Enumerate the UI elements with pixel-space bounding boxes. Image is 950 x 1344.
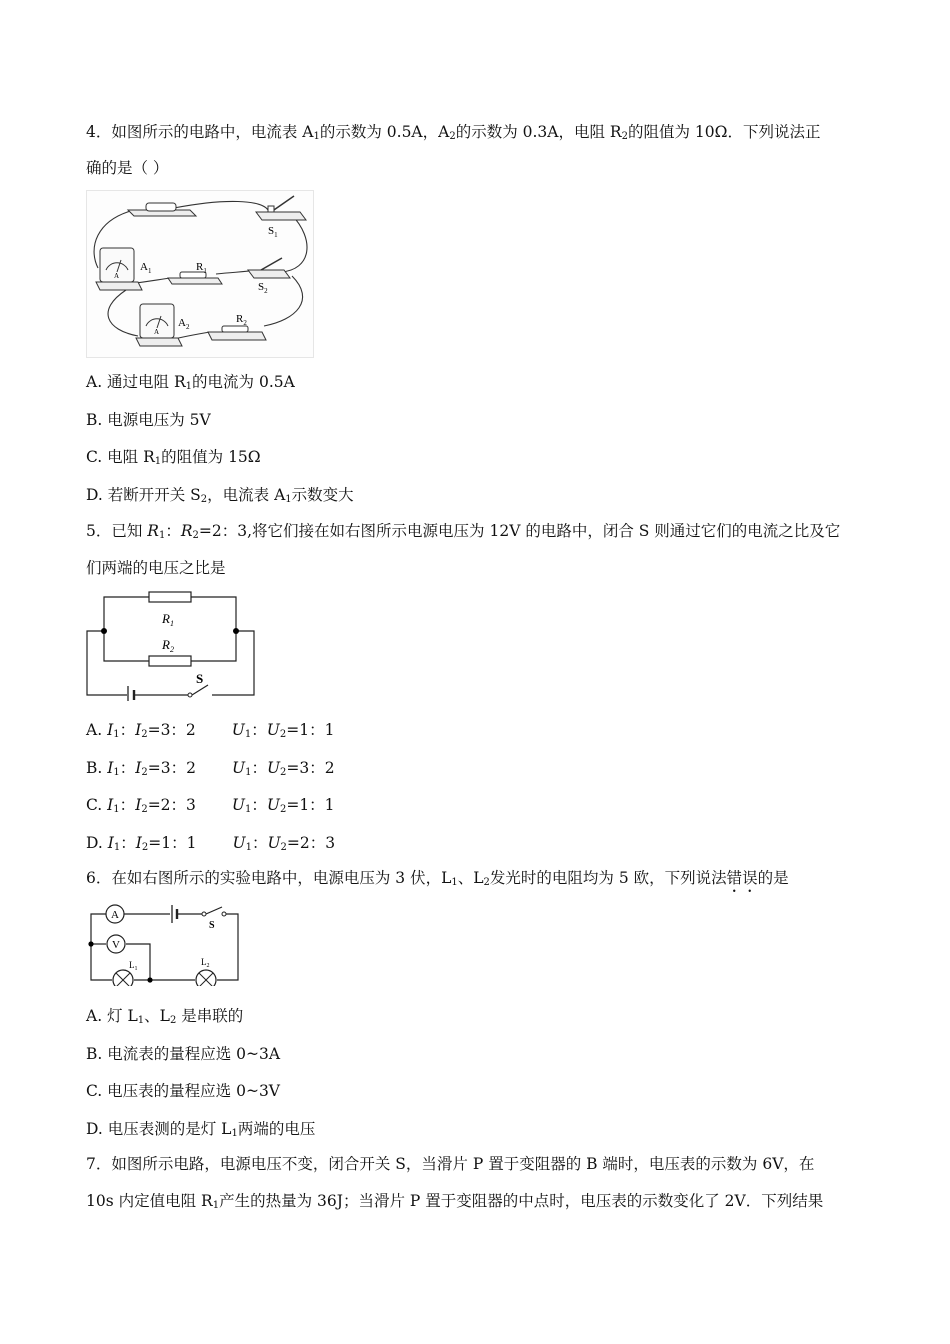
q7-stem-line1: 7．如图所示电路，电源电压不变，闭合开关 S，当滑片 P 置于变阻器的 B 端时，电压表的示数为 6V，在 [86,1155,815,1173]
q4-option-a[interactable]: A. 通过电阻 $R_1$的电流为 0.5A [86,373,295,392]
q6-stem: 6．在如右图所示的实验电路中，电源电压为 3 伏，$L_1$、$L_2$发光时的电阻均为 5 欧，下列说法错误的是 [86,869,789,888]
label-l1: $L_1$ [129,960,138,972]
r2-resistor [149,656,191,666]
q5-circuit-figure [86,589,258,701]
label-r1: $R_1$ [196,261,207,275]
q6-option-b[interactable]: B. 电流表的量程应选 0~3A [86,1045,281,1063]
label-l2: $L_2$ [201,957,210,969]
q4-circuit-figure [86,190,314,358]
svg-text:A: A [114,272,120,280]
label-v: V [112,939,120,951]
q4-stem-line2: 确的是（ ） [86,159,169,177]
q5-option-b[interactable]: B. $I_1$：$I_2=3$：2 $U_1$：$U_2=3$：2 [86,759,335,778]
label-r1: $R_1$ [162,611,174,628]
q4-option-d[interactable]: D. 若断开开关 $S_2$，电流表 $A_1$示数变大 [86,486,354,505]
q4-option-b[interactable]: B. 电源电压为 5V [86,411,211,429]
q6-option-c[interactable]: C. 电压表的量程应选 0~3V [86,1082,280,1100]
label-s1: $S_1$ [268,225,278,239]
label-s2: $S_2$ [258,281,268,295]
r1-resistor [149,592,191,602]
q5-option-c[interactable]: C. $I_1$：$I_2=2$：3 $U_1$：$U_2=1$：1 [86,796,335,815]
q4-stem: 4．如图所示的电路中，电流表 $A_1$的示数为 0.5A，$A_2$的示数为 0.3A，电阻 $R_2$的阻值为 10Ω．下列说法正 [86,123,821,142]
q5-stem: 5．已知 $R_1$：$R_2=2$：3,将它们接在如右图所示电源电压为 12V 的电路中，闭合 S 则通过它们的电流之比及它 [86,522,841,541]
label-a2: $A_2$ [178,317,190,331]
label-r2: $R_2$ [236,313,247,327]
q5-option-a[interactable]: A. $I_1$：$I_2=3$：2 $U_1$：$U_2=1$：1 [86,721,335,740]
q5-option-d[interactable]: D. $I_1$：$I_2=1$：1 $U_1$：$U_2=2$：3 [86,834,336,853]
label-r2: $R_2$ [162,637,174,654]
q6-circuit-figure [86,902,246,986]
q7-stem-line2: 10s 内定值电阻 $R_1$产生的热量为 36J；当滑片 P 置于变阻器的中点时，电压表的示数变化了 2V．下列结果 [86,1192,824,1211]
label-a: A [111,909,119,921]
label-s: S [196,671,204,686]
label-a1: $A_1$ [140,261,152,275]
q6-option-a[interactable]: A. 灯 $L_1$、$L_2$ 是串联的 [86,1007,244,1026]
label-s: S [209,920,215,931]
emphasis-dots: 错误 [726,869,758,887]
lamp-l1 [113,970,133,986]
svg-text:A: A [154,328,160,336]
q5-stem-line2: 们两端的电压之比是 [86,559,226,577]
lamp-l2 [196,970,216,986]
q4-option-c[interactable]: C. 电阻 $R_1$的阻值为 15Ω [86,448,261,467]
q6-option-d[interactable]: D. 电压表测的是灯 $L_1$两端的电压 [86,1120,316,1139]
